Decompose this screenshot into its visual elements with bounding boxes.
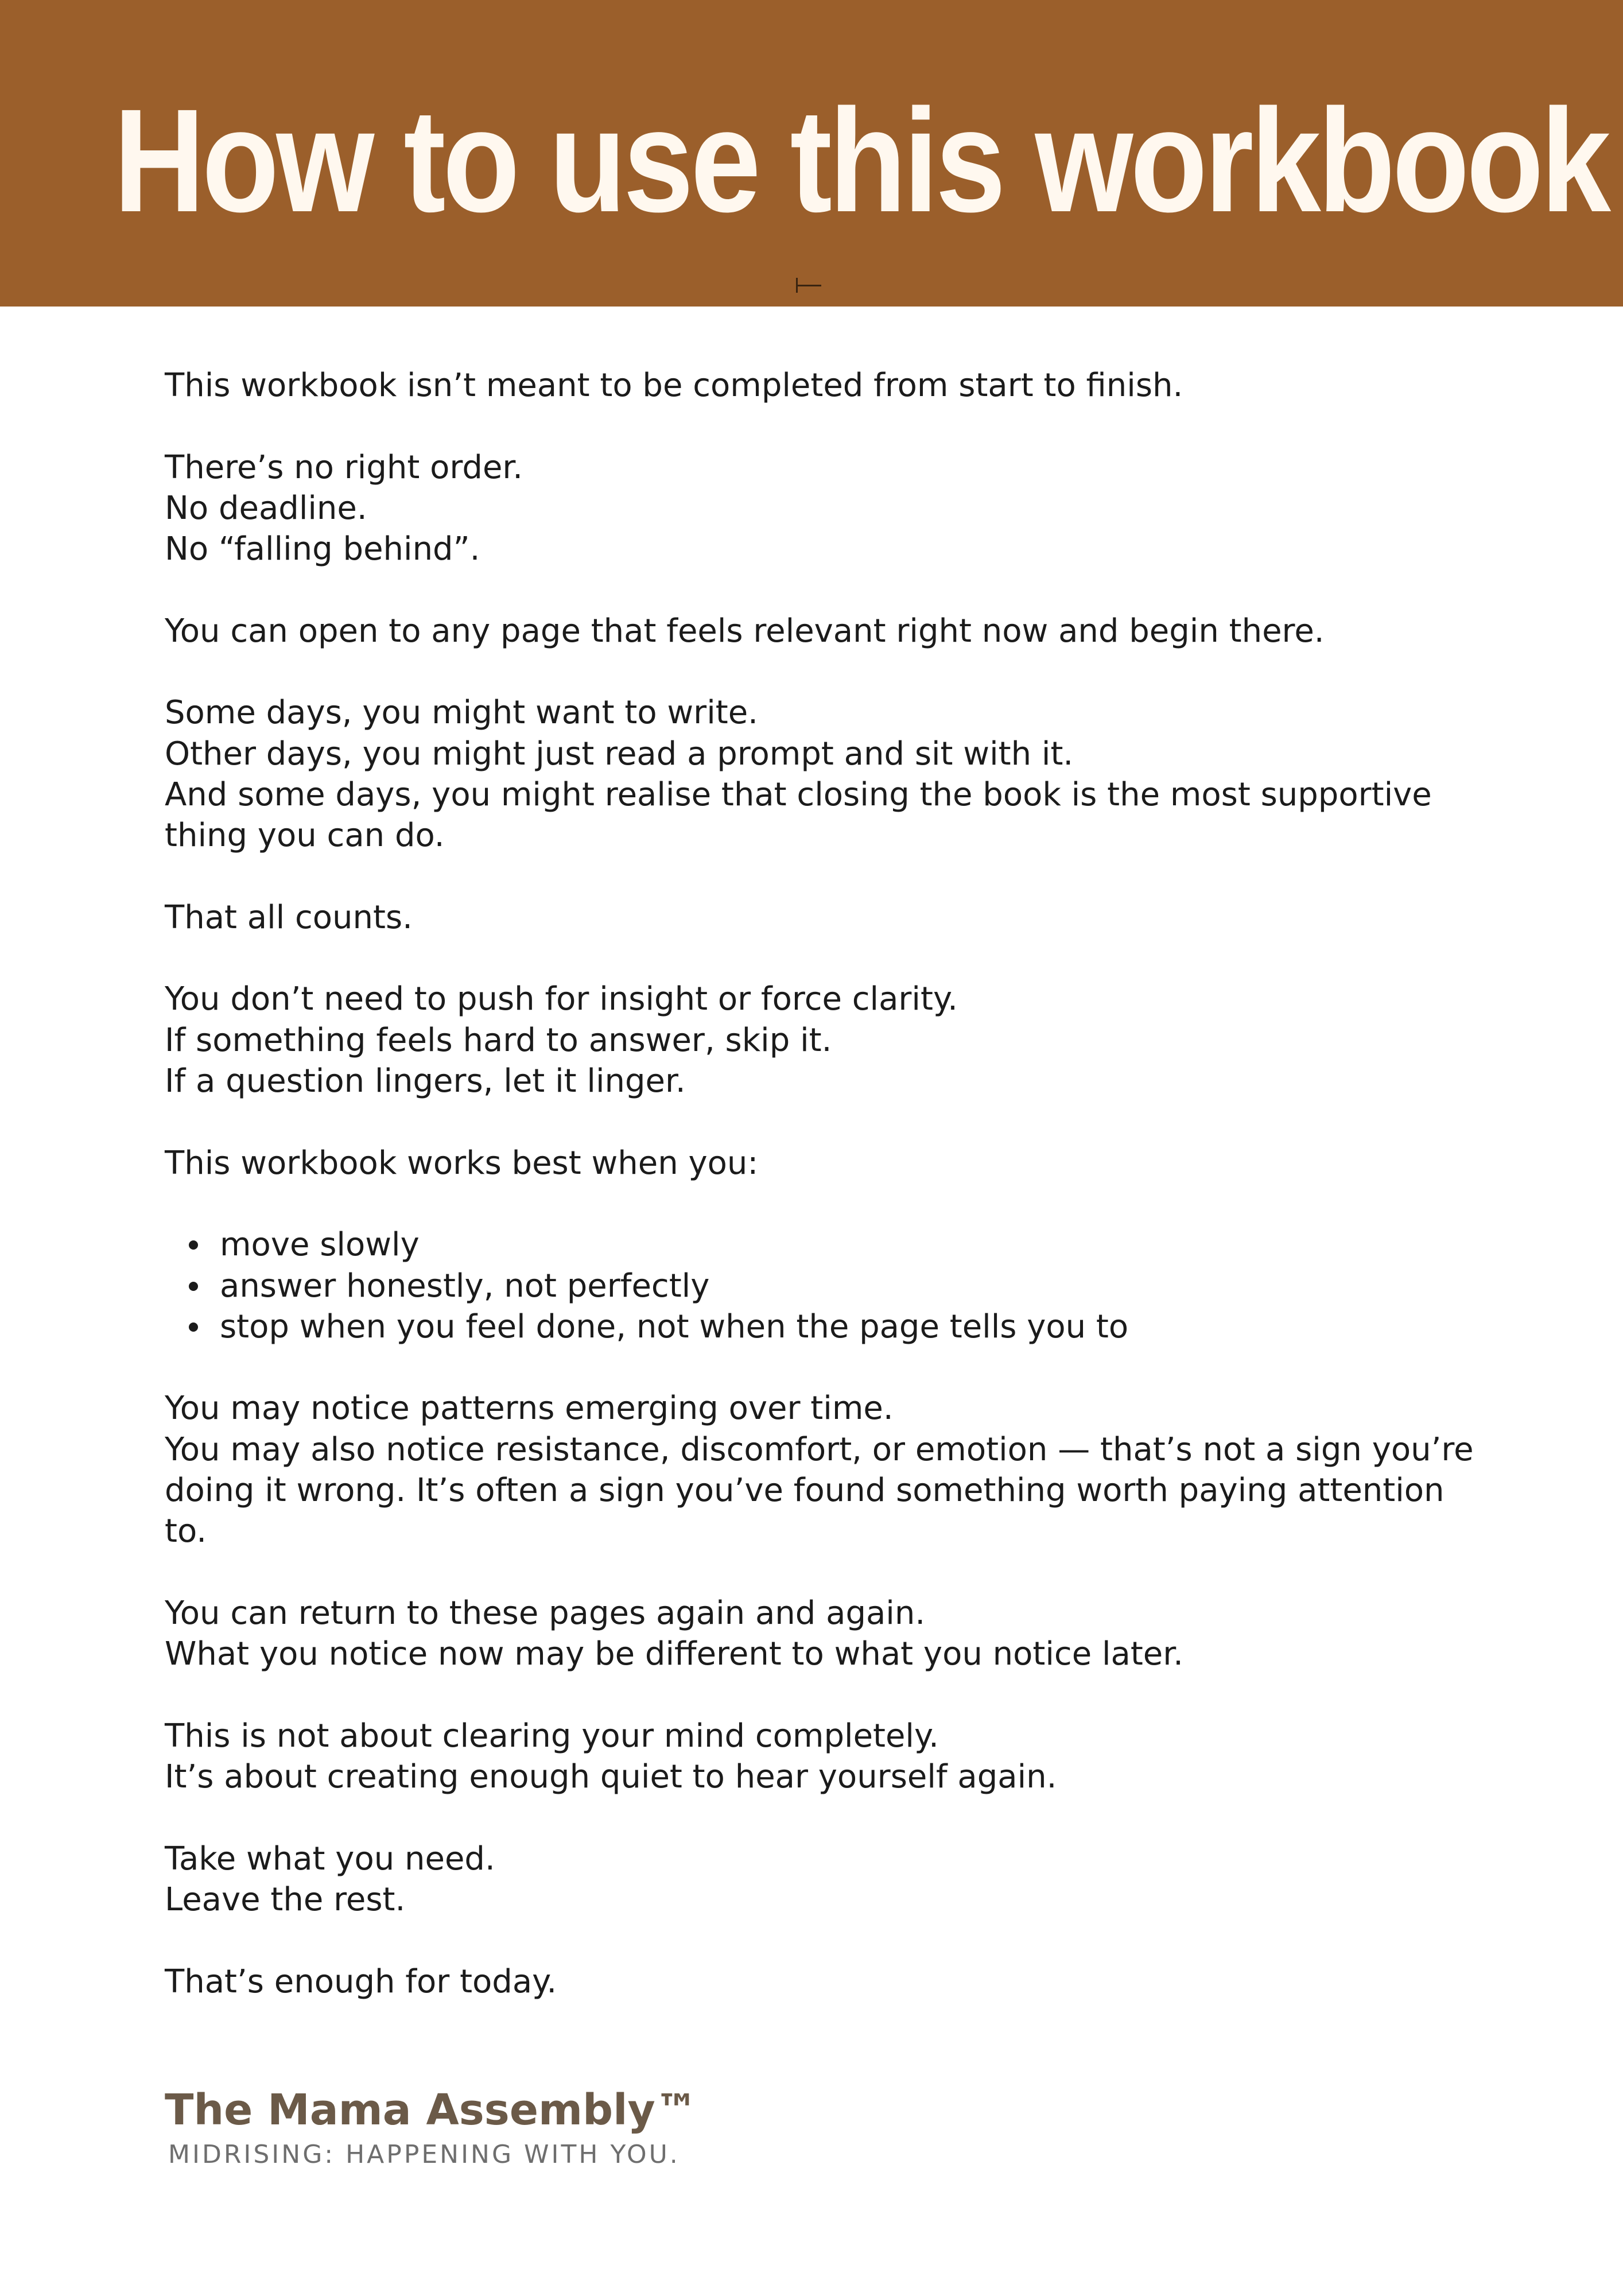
paragraph-line: If something feels hard to answer, skip it. <box>165 1021 832 1059</box>
paragraph-line: You may notice patterns emerging over time. <box>165 1390 894 1428</box>
paragraph-line: Leave the rest. <box>165 1880 406 1918</box>
paragraph <box>165 447 1485 570</box>
paragraph-line: That all counts. <box>165 898 413 936</box>
paragraph <box>165 611 1485 651</box>
paragraph-line: You can return to these pages again and again. <box>165 1594 926 1632</box>
bullet-dot-icon <box>189 1282 198 1291</box>
paragraph <box>165 1961 1485 2002</box>
text-cursor-mark <box>796 278 822 293</box>
brand-tagline: MIDRISING: HAPPENING WITH YOU. <box>168 2140 680 2169</box>
paragraph-line: Some days, you might want to write. <box>165 694 758 732</box>
body-text <box>165 365 1485 2043</box>
paragraph-line: No “falling behind”. <box>165 530 480 568</box>
paragraph-line: You may also notice resistance, discomfort, or emotion — that’s not a sign you’re doing it wrong. It’s often a sign you’ve found something worth paying attention to. <box>165 1430 1474 1550</box>
paragraph-line: There’s no right order. <box>165 448 523 486</box>
list-item-text: move slowly <box>220 1226 420 1264</box>
list-item <box>165 1306 1485 1347</box>
bullet-list <box>165 1224 1485 1347</box>
list-item <box>165 1224 1485 1265</box>
paragraph <box>165 1839 1485 1921</box>
paragraph-line: Other days, you might just read a prompt and sit with it. <box>165 735 1074 773</box>
header-band <box>0 0 1623 307</box>
paragraph-line: You don’t need to push for insight or force clarity. <box>165 980 958 1018</box>
list-item <box>165 1266 1485 1306</box>
paragraph <box>165 979 1485 1102</box>
bullet-dot-icon <box>189 1240 198 1250</box>
paragraph-line: No deadline. <box>165 489 367 527</box>
paragraph <box>165 1388 1485 1552</box>
brand-name: The Mama Assembly™ <box>165 2085 698 2135</box>
paragraph <box>165 1716 1485 1798</box>
list-item-text: answer honestly, not perfectly <box>220 1267 710 1305</box>
paragraph <box>165 1593 1485 1675</box>
paragraph <box>165 365 1485 406</box>
paragraph-line: That’s enough for today. <box>165 1963 557 2000</box>
paragraph-line: This workbook isn’t meant to be completed from start to finish. <box>165 367 1183 404</box>
page-title: How to use this workbook <box>113 79 1608 243</box>
bullet-dot-icon <box>189 1322 198 1332</box>
paragraph <box>165 692 1485 856</box>
paragraph-line: You can open to any page that feels relevant right now and begin there. <box>165 612 1325 650</box>
paragraph <box>165 1143 1485 1184</box>
paragraph <box>165 897 1485 938</box>
paragraph-line: What you notice now may be different to what you notice later. <box>165 1635 1183 1673</box>
paragraph-line: And some days, you might realise that closing the book is the most supportive thing you can do. <box>165 775 1432 855</box>
paragraph-line: This is not about clearing your mind completely. <box>165 1717 939 1755</box>
brand-block <box>165 2082 1083 2172</box>
paragraph-line: This workbook works best when you: <box>165 1144 759 1182</box>
paragraph-line: Take what you need. <box>165 1840 495 1878</box>
list-item-text: stop when you feel done, not when the page tells you to <box>220 1308 1129 1345</box>
paragraph-line: It’s about creating enough quiet to hear yourself again. <box>165 1758 1057 1796</box>
paragraph-line: If a question lingers, let it linger. <box>165 1062 686 1100</box>
